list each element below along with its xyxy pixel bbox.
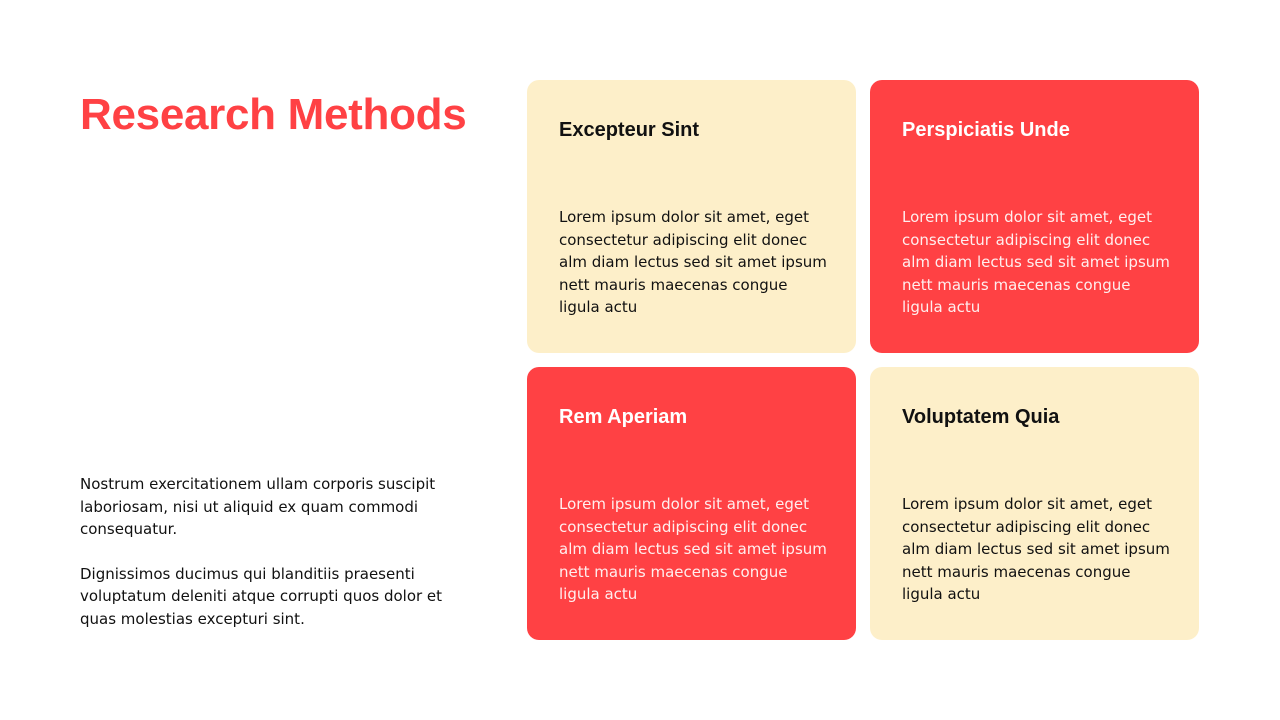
- card-title: Rem Aperiam: [559, 406, 688, 428]
- card-body: Lorem ipsum dolor sit amet, eget consectetur adipiscing elit donec alm diam lectus sed sit amet ipsum nett mauris maecenas congue ligula actu: [902, 495, 1170, 603]
- card-title: Voluptatem Quia: [902, 406, 1060, 428]
- card-body: Lorem ipsum dolor sit amet, eget consectetur adipiscing elit donec alm diam lectus sed sit amet ipsum nett mauris maecenas congue ligula actu: [559, 495, 827, 603]
- intro-paragraph-2: Dignissimos ducimus qui blanditiis praesenti voluptatum deleniti atque corrupti quos dolor et quas molestias excepturi sint.: [80, 564, 443, 628]
- card-body: Lorem ipsum dolor sit amet, eget consectetur adipiscing elit donec alm diam lectus sed sit amet ipsum nett mauris maecenas congue ligula actu: [902, 208, 1170, 316]
- card-title: Perspiciatis Unde: [902, 119, 1070, 141]
- intro-paragraph-1: Nostrum exercitationem ullam corporis suscipit laboriosam, nisi ut aliquid ex quam commodi consequatur.: [80, 475, 436, 538]
- card-perspiciatis-unde: [870, 80, 1199, 353]
- card-rem-aperiam: [527, 367, 856, 640]
- card-voluptatem-quia: [870, 367, 1199, 640]
- card-title: Excepteur Sint: [559, 119, 700, 141]
- slide-title: Research Methods: [80, 90, 467, 139]
- card-body: Lorem ipsum dolor sit amet, eget consectetur adipiscing elit donec alm diam lectus sed sit amet ipsum nett mauris maecenas congue ligula actu: [559, 208, 827, 316]
- intro-text: [80, 473, 450, 652]
- cards-grid: [527, 80, 1199, 640]
- card-excepteur-sint: [527, 80, 856, 353]
